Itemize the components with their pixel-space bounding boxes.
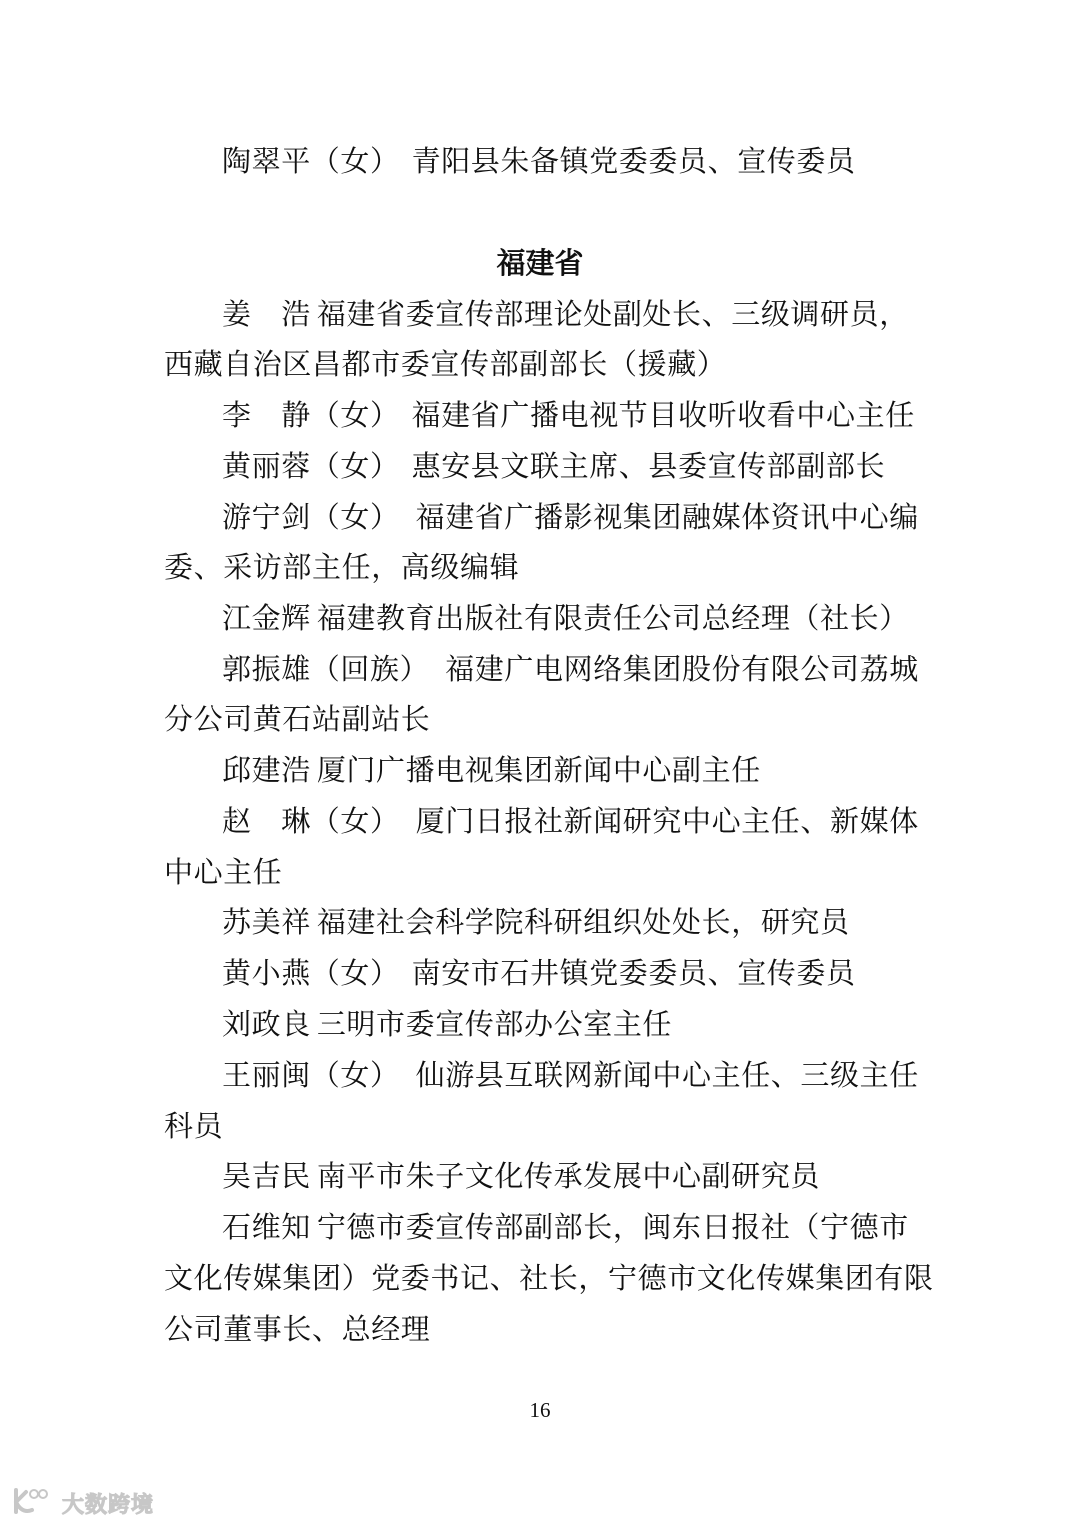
entry-line: [222, 902, 850, 942]
person-name: 姜 浩: [222, 297, 311, 331]
person-name: 黄丽蓉（女）: [222, 449, 400, 483]
person-title: 福建省委宣传部理论处副处长、三级调研员，: [316, 297, 909, 331]
continuation-line: 西藏自治区昌都市委宣传部副部长（援藏）: [164, 347, 727, 381]
person-title: 南安市石井镇党委委员、宣传委员: [411, 956, 856, 990]
kooo-logo-icon: [12, 1486, 56, 1521]
person-name: 王丽闽（女）: [222, 1058, 400, 1092]
section-heading: 福建省: [496, 246, 584, 280]
person-title: 福建教育出版社有限责任公司总经理（社长）: [316, 601, 909, 635]
watermark-text: 大数跨境: [62, 1493, 155, 1518]
person-title: 福建广电网络集团股份有限公司荔城: [445, 652, 919, 686]
entry-line: [222, 294, 909, 334]
continuation-line: 公司董事长、总经理: [164, 1312, 431, 1346]
person-title: 三明市委宣传部办公室主任: [316, 1007, 673, 1041]
continuation-line: 中心主任: [164, 855, 283, 889]
person-title: 福建省广播电视节目收听收看中心主任: [411, 398, 915, 432]
person-title: 福建省广播影视集团融媒体资讯中心编: [415, 500, 919, 534]
person-title: 青阳县朱备镇党委委员、宣传委员: [411, 144, 856, 178]
entry-line: [222, 1207, 909, 1247]
person-name: 陶翠平（女）: [222, 144, 400, 178]
person-title: 厦门广播电视集团新闻中心副主任: [316, 753, 761, 787]
entry-line: [222, 497, 919, 537]
person-name: 刘政良: [222, 1007, 311, 1041]
entry-line: [222, 750, 761, 790]
person-title: 惠安县文联主席、县委宣传部副部长: [411, 449, 886, 483]
continuation-line: 委、采访部主任，高级编辑: [164, 550, 520, 584]
person-name: 黄小燕（女）: [222, 956, 400, 990]
entry-line: [222, 953, 856, 993]
entry-line: [222, 801, 919, 841]
person-title: 南平市朱子文化传承发展中心副研究员: [316, 1159, 821, 1193]
person-name: 江金辉: [222, 601, 311, 635]
entry-line: [222, 649, 919, 689]
person-name: 郭振雄（回族）: [222, 652, 430, 686]
entry-line: [222, 598, 909, 638]
entry-line: [222, 1156, 820, 1196]
person-title: 仙游县互联网新闻中心主任、三级主任: [415, 1058, 919, 1092]
person-name: 游宁剑（女）: [222, 500, 400, 534]
person-title: 福建社会科学院科研组织处处长，研究员: [316, 905, 850, 939]
continuation-line: 分公司黄石站副站长: [164, 702, 431, 736]
watermark: [12, 1486, 154, 1521]
entry-line: [222, 446, 885, 486]
person-name: 赵 琳（女）: [222, 804, 400, 838]
entry-line: [222, 395, 915, 435]
person-name: 苏美祥: [222, 905, 311, 939]
continuation-line: 文化传媒集团）党委书记、社长，宁德市文化传媒集团有限: [164, 1261, 934, 1295]
entry-line: [222, 1004, 672, 1044]
continuation-line: 科员: [164, 1109, 224, 1143]
person-name: 石维知: [222, 1210, 311, 1244]
entry-line: [222, 141, 856, 181]
person-title: 宁德市委宣传部副部长，闽东日报社（宁德市: [316, 1210, 909, 1244]
person-title: 厦门日报社新闻研究中心主任、新媒体: [415, 804, 919, 838]
person-name: 邱建浩: [222, 753, 311, 787]
entry-line: [222, 1055, 919, 1095]
page-number: 16: [529, 1398, 551, 1422]
person-name: 李 静（女）: [222, 398, 400, 432]
person-name: 吴吉民: [222, 1159, 311, 1193]
